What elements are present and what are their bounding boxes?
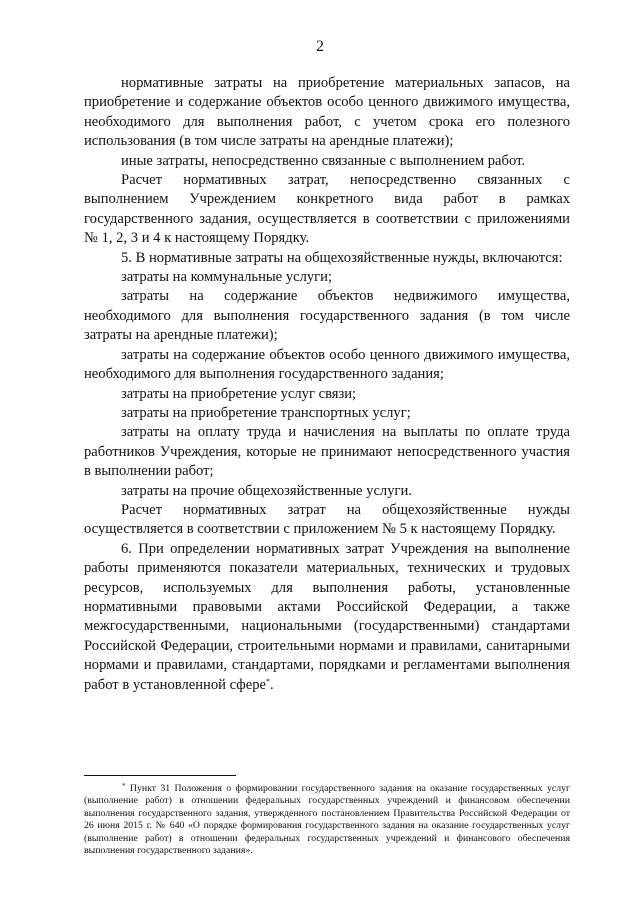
paragraph: затраты на приобретение услуг связи;: [121, 385, 357, 402]
footnote-text: Пункт 31 Положения о формировании государственного задания на оказание государственных услуг (выполнение работ) в отношении федеральных государственных учреждений и финансовом обеспечении выполнения государственного задания, утвержденного постановлением Правительства Российской Федерации от 26 июня 2015 г. № 640 «О порядке формирования государственного задания на оказание государственных услуг (выполнение работ) в отношении федеральных государственных учреждений и финансового обеспечения выполнения государственного задания».: [84, 783, 570, 857]
footnote-reference[interactable]: *: [265, 676, 270, 686]
paragraph: Расчет нормативных затрат, непосредственно связанных с выполнением Учреждением конкретного вида работ в рамках государственного задания, осуществляется в соответствии с приложениями № 1, 2, 3 и 4 к настоящему Порядку.: [84, 172, 570, 247]
paragraph: нормативные затраты на приобретение материальных запасов, на приобретение и содержание объектов особо ценного движимого имущества, необходимого для выполнения работ, с учетом срока его полезного использования (в том числе затраты на арендные платежи);: [84, 75, 570, 150]
paragraph: затраты на содержание объектов недвижимого имущества, необходимого для выполнения государственного задания (в том числе затраты на арендные платежи);: [84, 288, 570, 344]
footnote-divider: [84, 775, 236, 776]
paragraph: Расчет нормативных затрат на общехозяйственные нужды осуществляется в соответствии с приложением № 5 к настоящему Порядку.: [84, 501, 570, 538]
body-text: [84, 74, 570, 695]
paragraph: затраты на приобретение транспортных услуг;: [121, 404, 411, 421]
paragraph: 5. В нормативные затраты на общехозяйственные нужды, включаются:: [121, 249, 563, 266]
paragraph: затраты на содержание объектов особо ценного движимого имущества, необходимого для выполнения государственного задания;: [84, 346, 570, 383]
paragraph: иные затраты, непосредственно связанные с выполнением работ.: [121, 152, 525, 169]
footnote: [84, 783, 570, 857]
paragraph-text: 6. При определении нормативных затрат Учреждения на выполнение работы применяются показатели материальных, технических и трудовых ресурсов, используемых для выполнения работы, установленные нормативными правовыми актами Российской Федерации, а также межгосударственными, национальными (государственными) стандартами Российской Федерации, строительными нормами и правилами, санитарными нормами и правилами, стандартами, порядками и регламентами выполнения работ в установленной сфере: [84, 540, 570, 693]
page-number: 2: [316, 38, 324, 55]
footnote-marker: *: [122, 782, 126, 790]
paragraph: затраты на прочие общехозяйственные услуги.: [121, 482, 412, 499]
paragraph: затраты на оплату труда и начисления на выплаты по оплате труда работников Учреждения, которые не принимают непосредственного участия в выполнении работ;: [84, 424, 570, 480]
paragraph-with-footnote: 6. При определении нормативных затрат Учреждения на выполнение работы применяются показатели материальных, технических и трудовых ресурсов, используемых для выполнения работы, установленные нормативными правовыми актами Российской Федерации, а также межгосударственными, национальными (государственными) стандартами Российской Федерации, строительными нормами и правилами, санитарными нормами и правилами, стандартами, порядками и регламентами выполнения работ в установленной сфере*.: [84, 540, 570, 693]
paragraph: затраты на коммунальные услуги;: [121, 269, 333, 286]
